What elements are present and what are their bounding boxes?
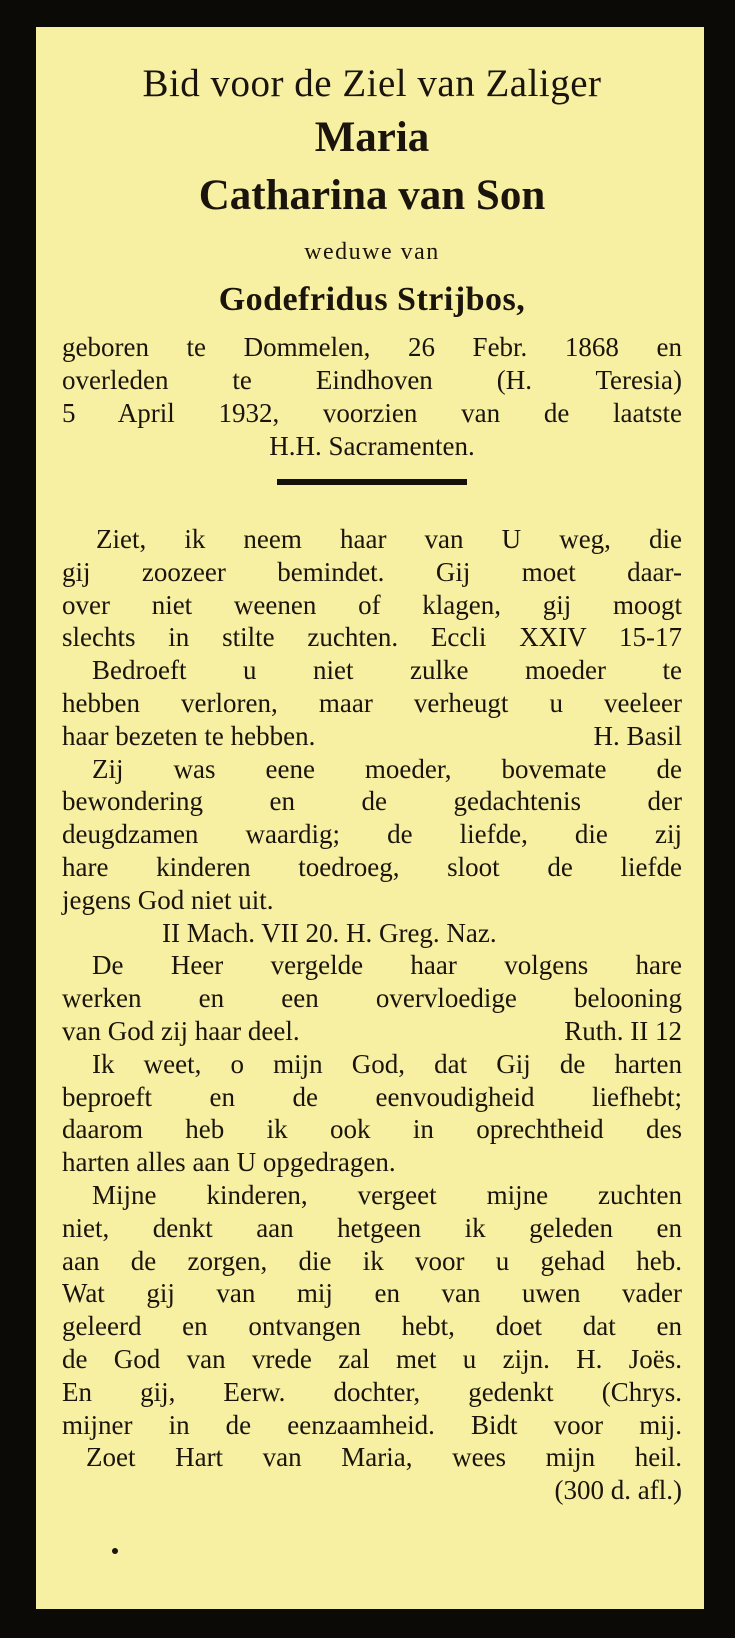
verse-line: Zij was eene moeder, bovemate de [92, 753, 682, 784]
biography [62, 331, 682, 463]
verse-reference: H. Basil [593, 720, 682, 751]
deceased-name-first: Maria [314, 114, 430, 161]
verse-text: haar bezeten te hebben. [62, 720, 316, 751]
verse-line: En gij, Eerw. dochter, gedenkt (Chrys. [62, 1376, 682, 1407]
verse-text: van God zij haar deel. [62, 1015, 300, 1046]
verse-line: Ziet, ik neem haar van U weg, die [96, 524, 682, 554]
verse-line: Wat gij van mij en van uwen vader [62, 1278, 682, 1309]
verse-line: hare kinderen toedroeg, sloot de liefde [62, 851, 682, 882]
widow-label: weduwe van [304, 239, 440, 265]
verse-line: Bedroeft u niet zulke moeder te [92, 655, 682, 686]
verse-line: over niet weenen of klagen, gij moogt [62, 589, 682, 620]
deceased-name-full: Catharina van Son [198, 172, 546, 219]
verse-line: Mijne kinderen, vergeet mijne zuchten [92, 1179, 682, 1210]
biography-line: H.H. Sacramenten. [269, 431, 475, 461]
biography-line: geboren te Dommelen, 26 Febr. 1868 en [62, 332, 682, 362]
verse-line: deugdzamen waardig; de liefde, die zij [62, 819, 682, 850]
ink-speck [112, 1548, 118, 1554]
verse-line: de God van vrede zal met u zijn. H. Joës. [62, 1343, 682, 1374]
verse-line: geleerd en ontvangen hebt, doet dat en [62, 1311, 682, 1342]
verse-line: mijner in de eenzaamheid. Bidt voor mij. [62, 1409, 682, 1440]
indulgence-note: (300 d. afl.) [554, 1475, 682, 1506]
memorial-card [36, 27, 704, 1609]
intro-line: Bid voor de Ziel van Zaliger [142, 62, 602, 105]
verse-line: Ik weet, o mijn God, dat Gij de harten [92, 1048, 682, 1079]
verse-line-with-reference [62, 720, 682, 753]
verse-line: Zoet Hart van Maria, wees mijn heil. [86, 1442, 682, 1473]
card-header [62, 59, 682, 327]
verse-reference: II Mach. VII 20. H. Greg. Naz. [162, 917, 497, 948]
verses [62, 523, 682, 1507]
verse-line: werken en een overvloedige belooning [62, 983, 682, 1014]
verse-line: De Heer vergelde haar volgens hare [92, 950, 682, 981]
verse-line: gij zoozeer bemindet. Gij moet daar- [62, 556, 682, 587]
verse-line: aan de zorgen, die ik voor u gehad heb. [62, 1245, 682, 1276]
verse-reference: Ruth. II 12 [564, 1015, 682, 1046]
verse-line: jegens God niet uit. [62, 884, 274, 915]
verse-line: niet, denkt aan hetgeen ik geleden en [62, 1212, 682, 1243]
verse-line-with-reference [62, 1015, 682, 1048]
verse-line: daarom heb ik ook in oprechtheid des [62, 1114, 682, 1145]
divider [277, 479, 467, 485]
verse-line: slechts in stilte zuchten. Eccli XXIV 15-17 [62, 622, 682, 653]
verse-line: beproeft en de eenvoudigheid liefhebt; [62, 1081, 682, 1112]
biography-line: 5 April 1932, voorzien van de laatste [62, 398, 682, 428]
husband-name: Godefridus Strijbos, [218, 281, 526, 318]
verse-line: harten alles aan U opgedragen. [62, 1147, 396, 1178]
verse-line: bewondering en de gedachtenis der [62, 786, 682, 817]
biography-line: overleden te Eindhoven (H. Teresia) [62, 365, 682, 395]
verse-line: hebben verloren, maar verheugt u veeleer [62, 687, 682, 718]
